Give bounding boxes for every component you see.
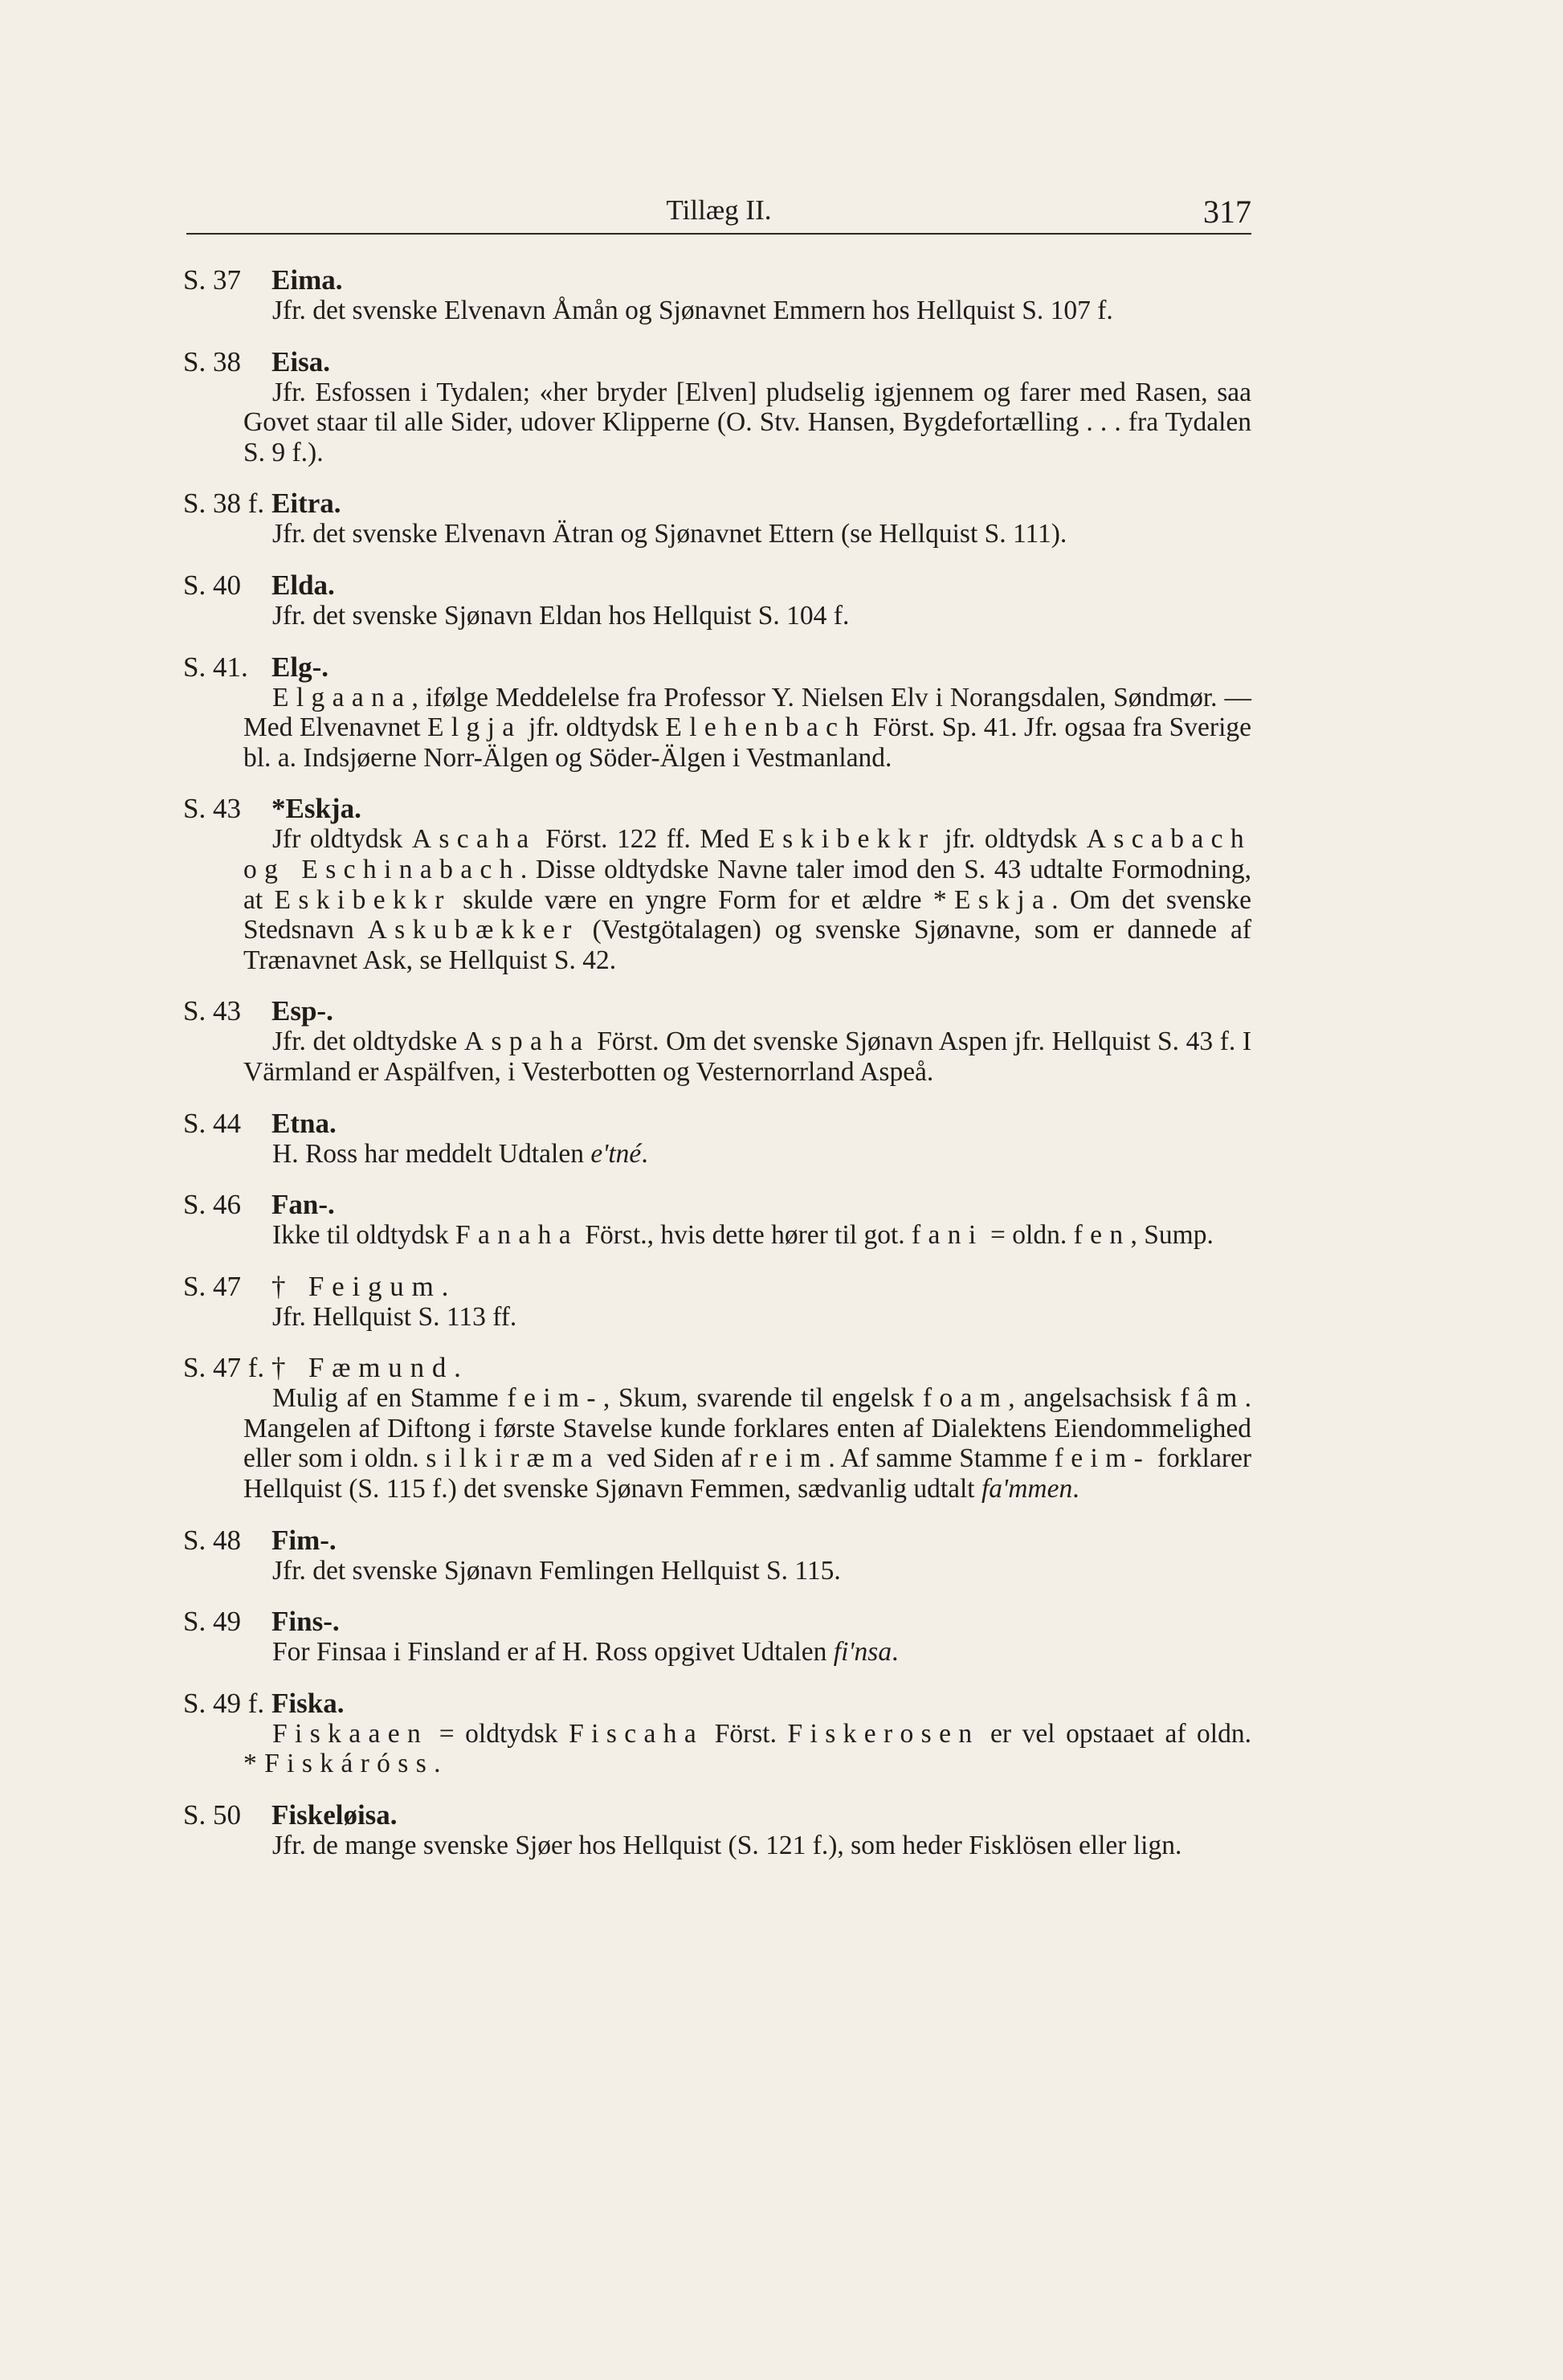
entry-body: Jfr. det svenske Elvenavn Ätran og Sjønavnet Ettern (se Hellquist S. 111).	[272, 519, 1067, 549]
entry-eskja	[183, 794, 1251, 975]
entry-fim	[183, 1525, 1251, 1586]
entry-body: Ikke til oldtydsk Fanaha Först., hvis dette hører til got. fani = oldn. fen, Sump.	[272, 1220, 1214, 1251]
entry-ref: S. 49	[183, 1606, 241, 1638]
page-header	[186, 193, 1251, 231]
entry-headword: Eima.	[271, 264, 343, 296]
entry-ref: S. 47	[183, 1270, 241, 1302]
entry-ref: S. 40	[183, 569, 241, 601]
entry-feigum	[183, 1272, 1251, 1333]
entry-ref: S. 49 f.	[183, 1687, 265, 1719]
entry-headword: Fiskeløisa.	[271, 1799, 398, 1831]
entry-eitra	[183, 488, 1251, 549]
entry-headword: Elda.	[271, 569, 335, 601]
entry-ref: S. 38 f.	[183, 488, 265, 520]
entry-ref: S. 43	[183, 995, 241, 1027]
entry-fan	[183, 1190, 1251, 1251]
entry-headword: *Eskja.	[271, 793, 361, 825]
entry-elda	[183, 570, 1251, 631]
entry-elg	[183, 652, 1251, 774]
running-title: Tillæg II.	[666, 194, 772, 226]
entry-body: Jfr oldtydsk Ascaha Först. 122 ff. Med Eskibekkr jfr. oldtydsk Ascabach og Eschinabach. Disse oldtydske Navne taler imod den S. 43 udtalte Formodning, at Eskibekkr skulde være en yngre Form for et ældre *Eskja. Om det svenske Stedsnavn Askubækker (Vestgötalagen) og svenske Sjønavne, som er dannede af Trænavnet Ask, se Hellquist S. 42.	[243, 824, 1251, 975]
entry-ref: S. 50	[183, 1799, 241, 1831]
entry-headword: Eitra.	[271, 488, 341, 520]
entry-ref: S. 37	[183, 264, 241, 296]
entry-headword: † Fæmund.	[271, 1352, 469, 1384]
entry-ref: S. 43	[183, 793, 241, 825]
entry-body: Jfr. Hellquist S. 113 ff.	[272, 1301, 517, 1332]
entry-eima	[183, 265, 1251, 326]
entry-body: Jfr. det svenske Elvenavn Åmån og Sjønavnet Emmern hos Hellquist S. 107 f.	[272, 296, 1113, 325]
entry-ref: S. 46	[183, 1189, 241, 1221]
entry-fins	[183, 1606, 1251, 1668]
entry-ref: S. 38	[183, 345, 241, 378]
entry-headword: Elg-.	[271, 651, 329, 683]
entry-body: Fiskaaen = oldtydsk Fiscaha Först. Fiskerosen er vel opstaaet af oldn. *Fiskáróss.	[243, 1718, 1251, 1779]
entry-list	[183, 265, 1251, 1882]
entry-headword: Fan-.	[271, 1189, 335, 1221]
entry-esp	[183, 996, 1251, 1087]
entry-headword: Fins-.	[271, 1606, 340, 1638]
entry-body: Jfr. det svenske Sjønavn Eldan hos Hellquist S. 104 f.	[272, 600, 850, 631]
entry-headword: Fim-.	[271, 1524, 337, 1556]
entry-etna	[183, 1108, 1251, 1170]
entry-body: H. Ross har meddelt Udtalen e'tné.	[272, 1138, 648, 1169]
entry-ref: S. 44	[183, 1107, 241, 1139]
header-rule	[186, 233, 1251, 235]
entry-headword: Fiska.	[271, 1687, 345, 1719]
entry-eisa	[183, 347, 1251, 468]
entry-headword: † Feigum.	[271, 1270, 457, 1302]
entry-headword: Etna.	[271, 1107, 337, 1139]
entry-ref: S. 47 f.	[183, 1352, 265, 1384]
entry-body: For Finsaa i Finsland er af H. Ross opgivet Udtalen fi'nsa.	[272, 1637, 899, 1668]
entry-body: Jfr. det oldtydske Aspaha Först. Om det svenske Sjønavn Aspen jfr. Hellquist S. 43 f. I Värmland er Aspälfven, i Vesterbotten og Vesternorrland Aspeå.	[243, 1027, 1252, 1087]
entry-ref: S. 41.	[183, 651, 248, 683]
entry-headword: Eisa.	[271, 345, 330, 378]
entry-faemund	[183, 1353, 1251, 1504]
entry-body: Jfr. det svenske Sjønavn Femlingen Hellquist S. 115.	[272, 1555, 841, 1586]
page-number: 317	[1203, 194, 1251, 230]
entry-body: Jfr. Esfossen i Tydalen; «her bryder [Elven] pludselig igjennem og farer med Rasen, saa Govet staar til alle Sider, udover Klipperne (O. Stv. Hansen, Bygdefortælling . . . fra Tydalen S. 9 f.).	[243, 377, 1251, 467]
entry-body: Mulig af en Stamme feim-, Skum, svarende til engelsk foam, angelsachsisk fâm. Mangelen af Diftong i første Stavelse kunde forklares enten af Dialektens Eiendommelighed eller som i oldn. silkiræma ved Siden af reim. Af samme Stamme feim- forklarer Hellquist (S. 115 f.) det svenske Sjønavn Femmen, sædvanlig udtalt fa'mmen.	[243, 1383, 1252, 1504]
entry-body: Jfr. de mange svenske Sjøer hos Hellquist (S. 121 f.), som heder Fisklösen eller lign.	[272, 1831, 1182, 1861]
entry-fiska	[183, 1688, 1251, 1779]
entry-fiskeloisa	[183, 1800, 1251, 1861]
entry-ref: S. 48	[183, 1524, 241, 1556]
entry-headword: Esp-.	[271, 995, 333, 1027]
entry-body: Elgaana, ifølge Meddelelse fra Professor Y. Nielsen Elv i Norangsdalen, Søndmør. — Med Elvenavnet Elgja jfr. oldtydsk Elehenbach Först. Sp. 41. Jfr. ogsaa fra Sverige bl. a. Indsjøerne Norr-Älgen og Söder-Älgen i Vestmanland.	[243, 682, 1251, 773]
